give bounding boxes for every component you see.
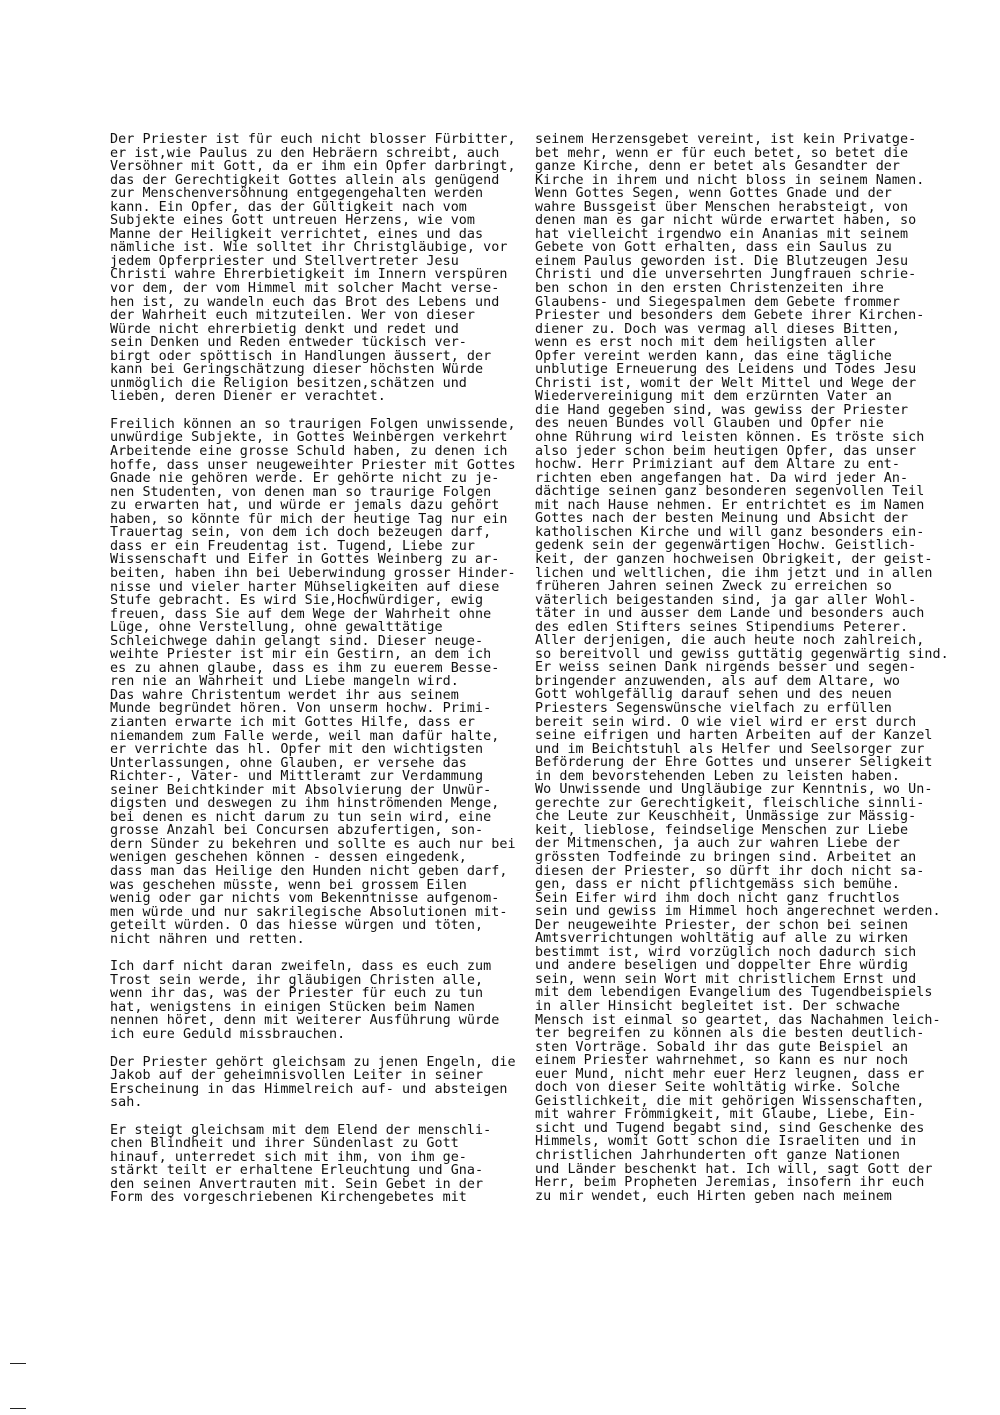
text-line: diesen der Priester, so dürft ihr doch nicht sa- [535, 863, 925, 879]
paragraph-gap [110, 404, 510, 418]
text-line: Kirche in ihrem und nicht bloss in seinem Namen. [535, 172, 925, 188]
text-line: wenig oder gar nichts vom Bekenntnisse aufgenom- [110, 891, 500, 907]
text-line: unblutige Erneuerung des Leidens und Todes Jesu [535, 362, 917, 378]
text-line: dächtige seinen ganz besonderen segenvollen Teil [535, 484, 925, 500]
text-line: zu mir wendet, euch Hirten geben nach meinem [535, 1188, 892, 1204]
text-line: seine eifrigen und harten Arbeiten auf der Kanzel [535, 728, 933, 744]
text-line: kann. Ein Opfer, das der Gültigkeit nach vom [110, 199, 467, 215]
paragraph [535, 132, 949, 1204]
text-line: Christi und die unversehrten Jungfrauen schrie- [535, 267, 917, 283]
text-line: Beförderung der Ehre Gottes und unserer Seligkeit [535, 755, 933, 771]
text-line: vor dem, der vom Himmel mit solcher Macht verse- [110, 281, 500, 297]
text-line: Wissenschaft und Eifer in Gottes Weinberg zu ar- [110, 552, 500, 568]
text-line: täter in und ausser dem Lande und besonders auch [535, 606, 925, 622]
text-line: Er weiss seinen Dank nirgends besser und segen- [535, 660, 917, 676]
text-line: unwürdige Subjekte, in Gottes Weinbergen verkehrt [110, 430, 508, 446]
text-line: der Wahrheit euch mitzuteilen. Wer von dieser [110, 308, 476, 324]
text-line: sein, wenn sein Wort mit christlichem Ernst und [535, 971, 917, 987]
text-line: Aller derjenigen, die auch heute noch zahlreich, [535, 633, 925, 649]
paragraph-gap [110, 1110, 510, 1124]
text-line: dern Sünder zu bekehren und sollte es auch nur bei [110, 836, 516, 852]
text-line: einem Paulus geworden ist. Die Blutzeugen Jesu [535, 253, 909, 269]
text-line: haben, so könnte für mich der heutige Tag nur ein [110, 511, 508, 527]
text-line: Jakob auf der geheimnisvollen Leiter in seiner [110, 1068, 484, 1084]
text-line: gedenk sein der gegenwärtigen Hochw. Geistlich- [535, 538, 917, 554]
text-line: beiten, haben ihn bei Ueberwindung grosser Hinder- [110, 565, 516, 581]
text-line: der Mitmenschen, ja auch zur wahren Liebe der [535, 836, 901, 852]
text-line: Trauertag sein, von dem ich doch bezeugen darf, [110, 525, 492, 541]
left-column [110, 132, 516, 1206]
paragraph [110, 960, 510, 1041]
text-line: zur Menschenversöhnung entgegengehalten werden [110, 186, 484, 202]
text-line: die Hand gegeben sind, was gewiss der Priester [535, 402, 909, 418]
text-line: seiner Beichtkinder mit Absolvierung der Unwür- [110, 782, 492, 798]
text-line: bereit sein wird. O wie viel wird er erst durch [535, 714, 917, 730]
text-line: Christi wahre Ehrerbietigkeit im Innern verspüren [110, 267, 508, 283]
text-line: wenigen geschehen können - dessen eingedenk, [110, 850, 467, 866]
text-line: seinem Herzensgebet vereint, ist kein Privatge- [535, 132, 917, 147]
text-line: Arbeitende eine grosse Schuld haben, zu denen ich [110, 444, 508, 460]
text-line: ganze Kirche, denn er betet als Gesandter der [535, 159, 901, 175]
text-line: lichen und weltlichen, die ihm jetzt und in allen [535, 565, 933, 581]
text-line: wenn ihr das, was der Priester für euch zu tun [110, 986, 484, 1002]
margin-mark-top [10, 1363, 26, 1364]
text-line: Lüge, ohne Verstellung, ohne gewalttätige [110, 620, 443, 636]
text-line: freuen, dass Sie auf dem Wege der Wahrheit ohne [110, 606, 492, 622]
text-line: Sein Eifer wird ihm doch nicht ganz fruchtlos [535, 890, 901, 906]
text-line: Der Priester ist für euch nicht blosser Fürbitter, [110, 132, 516, 147]
text-line: grosse Anzahl bei Concursen abzufertigen, son- [110, 823, 484, 839]
text-line: wahre Bussgeist über Menschen herabsteigt, von [535, 199, 909, 215]
text-line: chen Blindheit und ihrer Sündenlast zu Gott [110, 1136, 459, 1152]
text-line: einem Priester wahrnehmet, so kann es nur noch [535, 1053, 909, 1069]
text-line: und Länder beschenkt hat. Ich will, sagt Gott der [535, 1161, 933, 1177]
text-line: Das wahre Christentum werdet ihr aus seinem [110, 687, 459, 703]
text-line: väterlich beigestanden sind, ja gar aller Wohl- [535, 592, 917, 608]
text-line: den seinen Anvertrauten mit. Sein Gebet in der [110, 1176, 484, 1192]
text-line: er ist,wie Paulus zu den Hebräern schreibt, auch [110, 145, 500, 161]
text-line: Stufe gebracht. Es wird Sie,Hochwürdiger, ewig [110, 593, 484, 609]
paragraph [110, 1124, 510, 1205]
text-line: Form des vorgeschriebenen Kirchengebetes mit [110, 1190, 467, 1206]
text-line: Gnade nie gehören werde. Er gehörte nicht zu je- [110, 471, 500, 487]
text-line: gerechte zur Gerechtigkeit, fleischliche sinnli- [535, 795, 925, 811]
text-line: bestimmt ist, wird vorzüglich noch dadurch sich [535, 944, 917, 960]
text-line: Freilich können an so traurigen Folgen unwissende, [110, 416, 516, 432]
text-line: sah. [110, 1095, 143, 1111]
text-line: Der Priester gehört gleichsam zu jenen Engeln, die [110, 1054, 516, 1070]
text-line: hochw. Herr Primiziant auf dem Altare zu ent- [535, 457, 901, 473]
text-line: dass man das Heilige den Hunden nicht geben darf, [110, 863, 508, 879]
text-line: Munde begründet hören. Von unserm hochw. Primi- [110, 701, 492, 717]
text-line: euer Mund, nicht mehr euer Herz leugnen, dass er [535, 1066, 925, 1082]
text-line: Opfer vereint werden kann, das eine tägliche [535, 348, 892, 364]
text-line: Erscheinung in das Himmelreich auf- und absteigen [110, 1081, 508, 1097]
text-line: birgt oder spöttisch in Handlungen äussert, der [110, 348, 492, 364]
text-line: Geistlichkeit, die mit gehörigen Wissenschaften, [535, 1093, 925, 1109]
text-line: ich eure Geduld missbrauchen. [110, 1027, 346, 1042]
text-line: Wenn Gottes Segen, wenn Gottes Gnade und der [535, 186, 892, 202]
text-line: Glaubens- und Siegespalmen dem Gebete frommer [535, 294, 901, 310]
text-line: Richter-, Vater- und Mittleramt zur Verdammung [110, 769, 484, 785]
text-line: lieben, deren Diener er verachtet. [110, 389, 386, 405]
text-line: in aller Hinsicht begleitet ist. Der schwache [535, 999, 901, 1014]
text-line: grössten Todfeinde zu bringen sind. Arbeitet an [535, 849, 917, 865]
text-line: keit, der ganzen hochweisen Obrigkeit, der geist- [535, 551, 933, 567]
text-line: Gottes nach der besten Meinung und Absicht der [535, 511, 909, 527]
text-line: katholischen Kirche und will ganz besonders ein- [535, 524, 925, 540]
text-line: bringender anzuwenden, als auf dem Altare, wo [535, 673, 901, 689]
text-line: hen ist, zu wandeln euch das Brot des Lebens und [110, 294, 500, 310]
text-line: das der Gerechtigkeit Gottes allein als genügend [110, 172, 500, 188]
text-line: zianten erwarte ich mit Gottes Hilfe, dass er [110, 714, 476, 730]
text-line: dass er ein Freudentag ist. Tugend, Liebe zur [110, 538, 476, 554]
text-line: Christi ist, womit der Welt Mittel und Wege der [535, 375, 917, 391]
text-line: men würde und nur sakrilegische Absolutionen mit- [110, 904, 508, 920]
text-line: bet mehr, wenn er für euch betet, so betet die [535, 145, 909, 161]
text-line: also jeder schon beim heutigen Opfer, das unser [535, 443, 917, 459]
text-line: Priesters Segenswünsche vielfach zu erfüllen [535, 700, 892, 716]
text-line: gen, dass er nicht pflichtgemäss sich bemühe. [535, 877, 901, 893]
text-line: kann bei Geringschätzung dieser höchsten Würde [110, 362, 484, 378]
text-line: Herr, beim Propheten Jeremias, insofern ihr euch [535, 1175, 925, 1191]
text-line: nicht nähren und retten. [110, 931, 305, 947]
text-line: keit, lieblose, feindselige Menschen zur Liebe [535, 822, 909, 838]
paragraph-gap [110, 1042, 510, 1056]
text-line: so bereitvoll und gewiss guttätig gegenwärtig sind. [535, 646, 949, 662]
text-line: in dem bevorstehenden Leben zu leisten haben. [535, 768, 901, 784]
text-line: des neuen Bundes voll Glauben und Opfer nie [535, 416, 884, 432]
text-line: Manne der Heiligkeit verrichtet, eines und das [110, 226, 484, 242]
text-line: Trost sein werde, ihr gläubigen Christen alle, [110, 972, 484, 988]
text-line: hat, wenigstens in einigen Stücken beim Namen [110, 999, 476, 1015]
text-line: sein und gewiss im Himmel hoch angerechnet werden. [535, 904, 941, 920]
text-line: mit dem lebendigen Evangelium des Tugendbeispiels [535, 985, 933, 1001]
text-line: Himmels, womit Gott schon die Israeliten und in [535, 1134, 917, 1150]
text-line: ben schon in den ersten Christenzeiten ihre [535, 281, 884, 297]
text-line: hoffe, dass unser neugeweihter Priester mit Gottes [110, 457, 516, 473]
text-line: Schleichwege dahin gelangt sind. Dieser neuge- [110, 633, 484, 649]
text-line: Der neugeweihte Priester, der schon bei seinen [535, 917, 909, 933]
right-column [535, 132, 949, 1204]
text-line: nisse und vieler harter Mühseligkeiten auf diese [110, 579, 500, 595]
text-line: und andere beseligen und doppelter Ehre würdig [535, 958, 909, 974]
paragraph-gap [110, 946, 510, 960]
text-line: jedem Opferpriester und Stellvertreter Jesu [110, 253, 459, 269]
text-line: geteilt würden. O das hiesse würgen und töten, [110, 918, 484, 934]
text-line: Amtsverrichtungen wohltätig auf alle zu wirken [535, 931, 909, 947]
text-line: richten eben angefangen hat. Da wird jeder An- [535, 470, 909, 486]
text-line: weihte Priester ist mir ein Gestirn, an dem ich [110, 647, 492, 663]
text-line: digsten und deswegen zu ihm hinströmenden Menge, [110, 796, 500, 812]
text-line: hat vielleicht irgendwo ein Ananias mit seinem [535, 226, 909, 242]
text-line: Würde nicht ehrerbietig denkt und redet und [110, 321, 459, 337]
text-line: Priester und besonders dem Gebete ihrer Kirchen- [535, 308, 925, 324]
text-line: Mensch ist einmal so geartet, das Nachahmen leich- [535, 1012, 941, 1028]
paragraph [110, 416, 516, 947]
text-line: ren nie an Wahrheit und Liebe mangeln wird. [110, 674, 459, 690]
text-line: er verrichte das hl. Opfer mit den wichtigsten [110, 742, 484, 758]
text-line: zu erwarten hat, und würde er jemals dazu gehört [110, 498, 500, 514]
text-line: es zu ahnen glaube, dass es ihm zu euerem Besse- [110, 660, 500, 676]
text-line: mit nach Hause nehmen. Er entrichtet es im Namen [535, 497, 925, 513]
paragraph [110, 1054, 516, 1111]
text-line: doch von dieser Seite wohltätig wirke. Solche [535, 1080, 901, 1096]
text-line: Gott wohlgefällig darauf sehen und des neuen [535, 687, 892, 703]
text-line: nennen höret, denn mit weiterer Ausführung würde [110, 1013, 500, 1029]
text-line: Er steigt gleichsam mit dem Elend der menschli- [110, 1122, 492, 1138]
text-line: denen man es gar nicht würde erwartet haben, so [535, 213, 917, 229]
text-line: hinauf, unterredet sich mit ihm, von ihm ge- [110, 1149, 467, 1165]
text-line: wenn es erst noch mit dem heiligsten aller [535, 335, 876, 351]
text-line: ohne Rührung wird leisten können. Es tröste sich [535, 430, 925, 446]
text-line: stärkt teilt er erhaltene Erleuchtung und Gna- [110, 1163, 484, 1179]
text-line: sten Vorträge. Sobald ihr das gute Beispiel an [535, 1039, 909, 1055]
text-line: diener zu. Doch was vermag all dieses Bitten, [535, 321, 901, 337]
text-line: bei denen es nicht darum zu tun sein wird, eine [110, 809, 492, 825]
text-line: unmöglich die Religion besitzen,schätzen und [110, 375, 467, 391]
text-line: christlichen Jahrhunderten oft ganze Nationen [535, 1148, 901, 1164]
text-line: niemandem zum Falle werde, weil man dafür halte, [110, 728, 500, 744]
margin-mark-bottom [10, 1408, 26, 1409]
text-line: Subjekte eines Gott untreuen Herzens, wie vom [110, 213, 476, 229]
text-line: Ich darf nicht daran zweifeln, dass es euch zum [110, 959, 492, 975]
text-line: früheren Jahren seinen Zweck zu erreichen so [535, 579, 892, 595]
text-line: nen Studenten, von denen man so traurige Folgen [110, 484, 492, 500]
text-line: Wiedervereinigung mit dem erzürnten Vater an [535, 389, 892, 405]
text-line: des edlen Stifters seines Stipendiums Peterer. [535, 619, 909, 635]
text-line: Unterlassungen, ohne Glauben, er versehe das [110, 755, 467, 771]
text-line: was geschehen müsste, wenn bei grossem Eilen [110, 877, 467, 893]
text-line: sein Denken und Reden entweder tückisch ver- [110, 335, 467, 351]
text-line: mit wahrer Frömmigkeit, mit Glaube, Liebe, Ein- [535, 1107, 917, 1123]
text-line: che Leute zur Keuschheit, Unmässige zur Mässig- [535, 809, 917, 825]
paragraph [110, 132, 516, 405]
text-line: ter begreifen zu können als die besten deutlich- [535, 1026, 925, 1042]
text-line: nämliche ist. Wie solltet ihr Christgläubige, vor [110, 240, 508, 256]
text-line: und im Beichtstuhl als Helfer und Seelsorger zur [535, 741, 925, 757]
text-line: Versöhner mit Gott, da er ihm ein Opfer darbringt, [110, 159, 516, 175]
text-line: Wo Unwissende und Ungläubige zur Kenntnis, wo Un- [535, 782, 933, 798]
text-line: sicht und Tugend begabt sind, sind Geschenke des [535, 1120, 925, 1136]
text-line: Gebete von Gott erhalten, dass ein Saulus zu [535, 240, 892, 256]
